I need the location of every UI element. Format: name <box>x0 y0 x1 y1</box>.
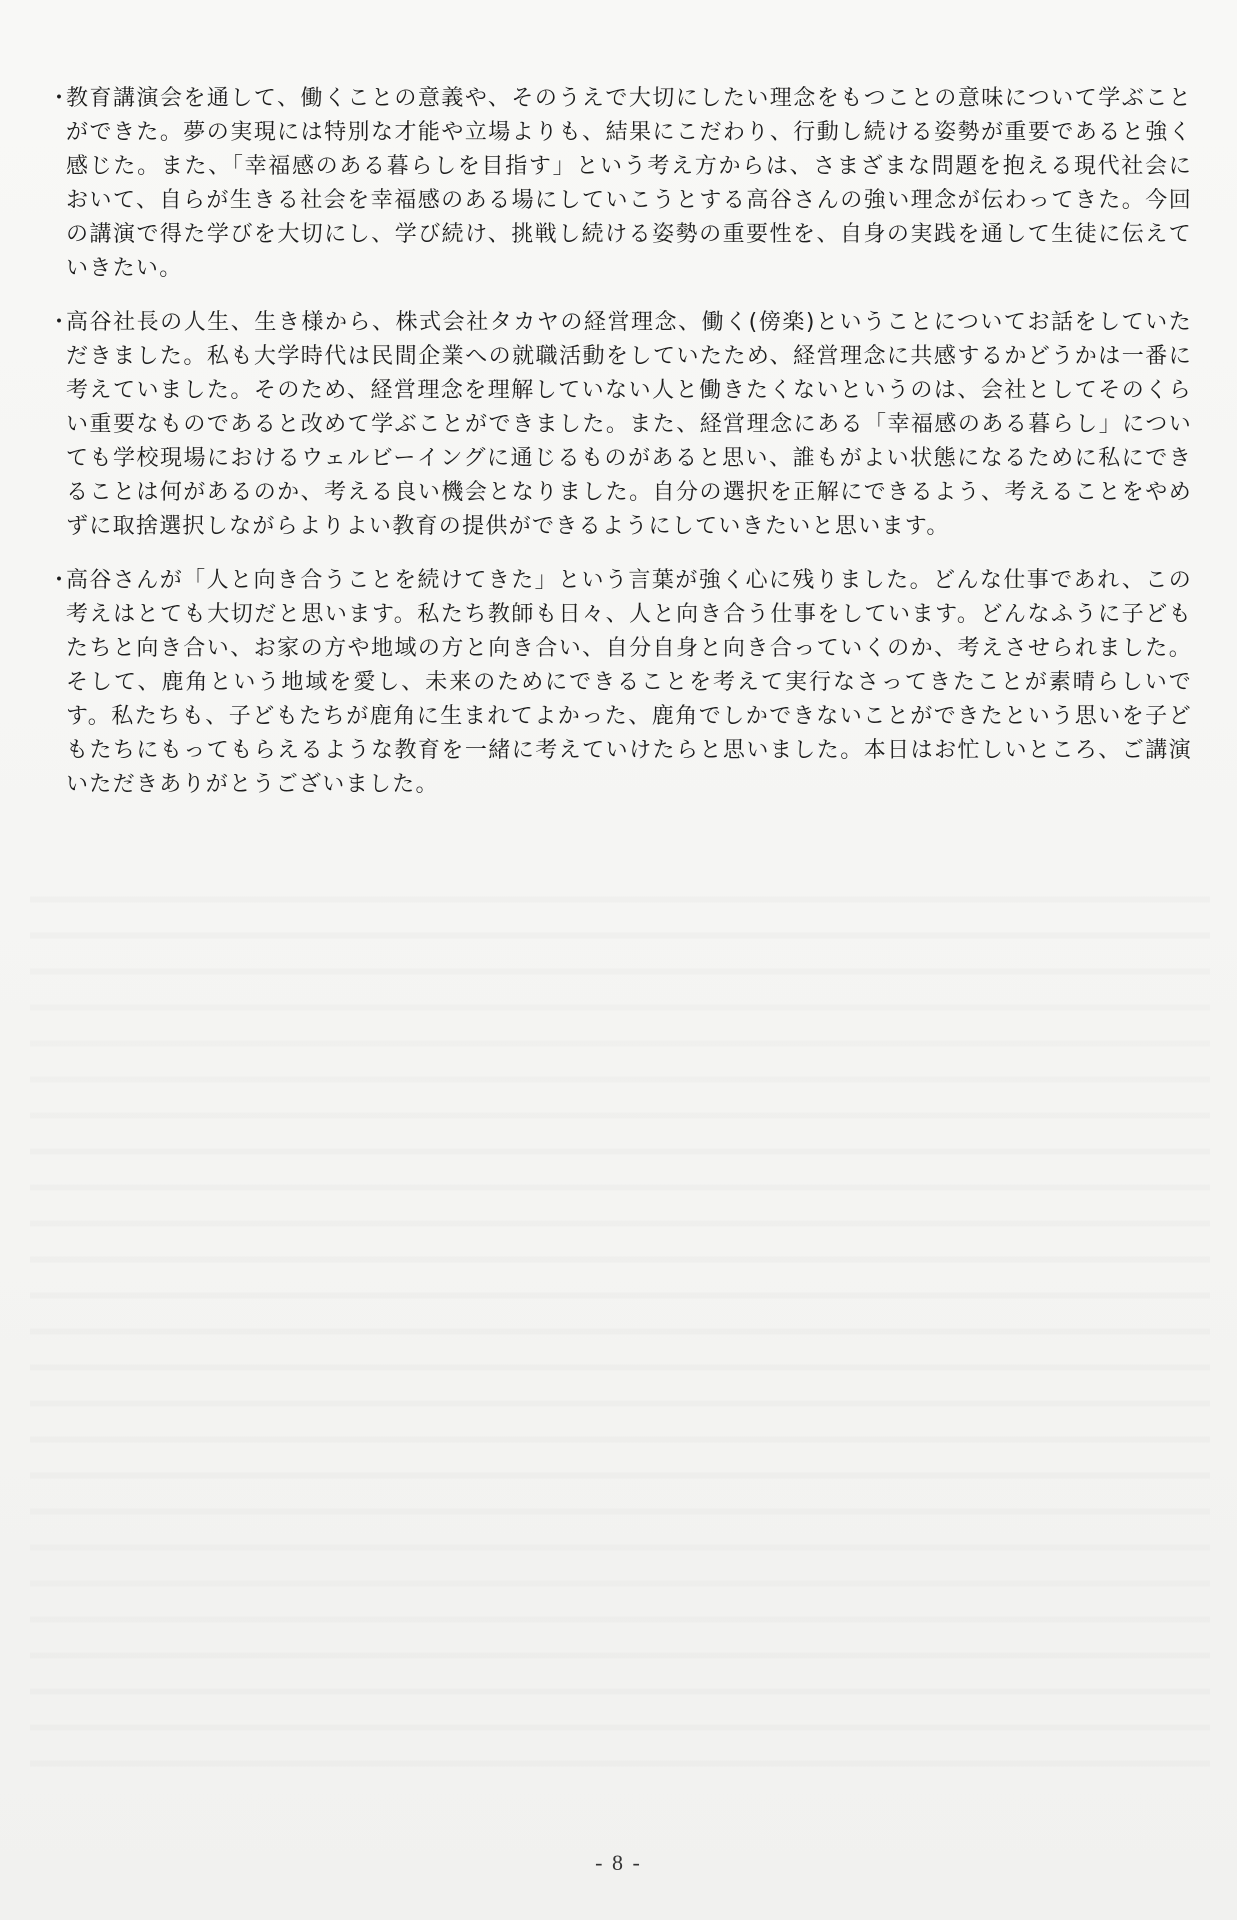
bullet-marker: ・ <box>48 568 71 593</box>
bullet-marker: ・ <box>48 310 71 335</box>
comment-list <box>42 82 1192 822</box>
page-number: - 8 - <box>595 1850 642 1875</box>
comment-text-2: 高谷社長の人生、生き様から、株式会社タカヤの経営理念、働く(傍楽)ということについてお話をしていただきました。私も大学時代は民間企業への就職活動をしていたため、経営理念に共感するかどうかは一番に考えていました。そのため、経営理念を理解していない人と働きたくないというのは、会社としてそのくらい重要なものであると改めて学ぶことができました。また、経営理念にある「幸福感のある暮らし」についても学校現場におけるウェルビーイングに通じるものがあると思い、誰もがよい状態になるために私にできることは何があるのか、考える良い機会となりました。自分の選択を正解にできるよう、考えることをやめずに取捨選択しながらよりよい教育の提供ができるようにしていきたいと思います。 <box>66 310 1192 539</box>
comment-text-1: 教育講演会を通して、働くことの意義や、そのうえで大切にしたい理念をもつことの意味について学ぶことができた。夢の実現には特別な才能や立場よりも、結果にこだわり、行動し続ける姿勢が重要であると強く感じた。また、「幸福感のある暮らしを目指す」という考え方からは、さまざまな問題を抱える現代社会において、自らが生きる社会を幸福感のある場にしていこうとする高谷さんの強い理念が伝わってきた。今回の講演で得た学びを大切にし、学び続け、挑戦し続ける姿勢の重要性を、自身の実践を通して生徒に伝えていきたい。 <box>66 86 1192 281</box>
bullet-marker: ・ <box>48 86 71 111</box>
comment-entry-3 <box>42 564 1192 802</box>
comment-entry-2 <box>42 306 1192 544</box>
comment-entry-1 <box>42 82 1192 286</box>
comment-text-3: 高谷さんが「人と向き合うことを続けてきた」という言葉が強く心に残りました。どんな仕事であれ、この考えはとても大切だと思います。私たち教師も日々、人と向き合う仕事をしています。どんなふうに子どもたちと向き合い、お家の方や地域の方と向き合い、自分自身と向き合っていくのか、考えさせられました。そして、鹿角という地域を愛し、未来のためにできることを考えて実行なさってきたことが素晴らしいです。私たちも、子どもたちが鹿角に生まれてよかった、鹿角でしかできないことができたという思いを子どもたちにもってもらえるような教育を一緒に考えていけたらと思いました。本日はお忙しいところ、ご講演いただきありがとうございました。 <box>66 568 1192 797</box>
show-through-texture <box>30 870 1210 1770</box>
